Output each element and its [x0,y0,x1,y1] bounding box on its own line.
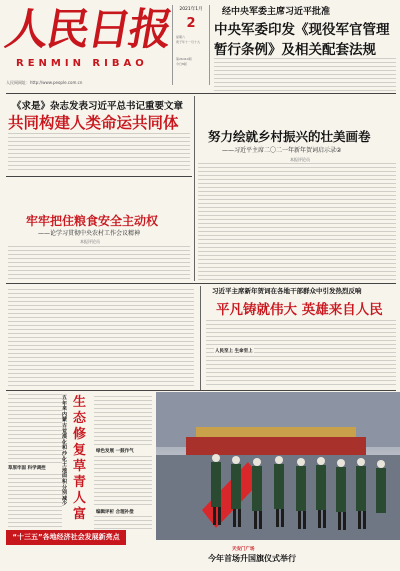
date-box [172,5,210,85]
column-divider-2 [200,286,201,390]
left-mid-body [8,289,194,387]
page-count: 今日8版 [176,62,187,66]
mid-rule [6,283,396,284]
rural-headline[interactable]: 努力绘就乡村振兴的壮美画卷 [208,129,371,144]
eco-body-3 [94,516,152,530]
weekday: 星期六 [176,35,186,39]
eco-caption-3: 编辑评析 合理补偿 [96,510,134,515]
eco-body [94,396,152,446]
grain-headline[interactable]: 牢牢把住粮食安全主动权 [26,214,159,228]
lower-left-body-2 [8,474,62,528]
photo-caption: 今年首场升国旗仪式举行 [208,554,296,563]
rural-byline: 本报评论员 [290,157,310,162]
lower-left-body [8,394,62,464]
eco-headline[interactable]: 生态修复 草青人富 [73,395,87,522]
date-year: 2021年1月 [179,7,203,12]
grain-subtitle: ——论学习贯彻中央农村工作会议精神 [38,230,141,237]
masthead-rule [6,93,396,94]
top-headline-line2[interactable]: 暂行条例》及相关配套法规 [214,42,376,58]
column-divider [194,96,195,281]
lunar-date: 庚子年十一月十九 [176,40,201,44]
photo-location: 天安门广场 [232,547,255,552]
qiushi-headline[interactable]: 共同构建人类命运共同体 [8,114,179,132]
masthead-pinyin: RENMIN RIBAO [16,58,148,69]
people-label: 人民至上 生命至上 [215,349,253,354]
flag-ceremony-photo [156,392,400,540]
grain-body [8,246,190,282]
top-article-body [214,58,396,94]
top-headline-line1[interactable]: 中央军委印发《现役军官管理 [214,22,390,38]
rural-subtitle: ——习近平主席二〇二一年新年贺词启示录② [222,147,342,154]
date-day: 2 [186,16,196,31]
issue-number: 第26410期 [176,57,192,61]
heroes-body [206,320,396,388]
rural-body [198,163,396,281]
website-link[interactable]: 人民网网址：http://www.people.com.cn [6,80,83,85]
top-kicker: 经中央军委主席习近平批准 [222,7,331,17]
vertical-kicker: 五年来内蒙古荒漠化和沙化土地面积分别减少 [62,395,68,508]
heroes-kicker: 习近平主席新年贺词在各地干部群众中引发热烈反响 [212,287,362,295]
qiushi-body [8,133,190,173]
qiushi-kicker: 《求是》杂志发表习近平总书记重要文章 [12,101,184,112]
qiushi-rule [6,176,192,177]
eco-caption-2: 绿色发展 一鼓作气 [96,449,134,454]
grain-byline: 本报评论员 [80,239,100,244]
eco-caption-1: 草原牢固 科学调控 [8,466,46,471]
lower-rule [6,390,396,391]
flag-ceremony-illustration [156,392,400,540]
heroes-headline[interactable]: 平凡铸就伟大 英雄来自人民 [216,302,383,318]
masthead-logo: 人民日报 [1,5,175,55]
eco-body-2 [94,456,152,506]
five-year-plan-banner[interactable]: “十三五”各地经济社会发展新亮点 [6,530,126,545]
